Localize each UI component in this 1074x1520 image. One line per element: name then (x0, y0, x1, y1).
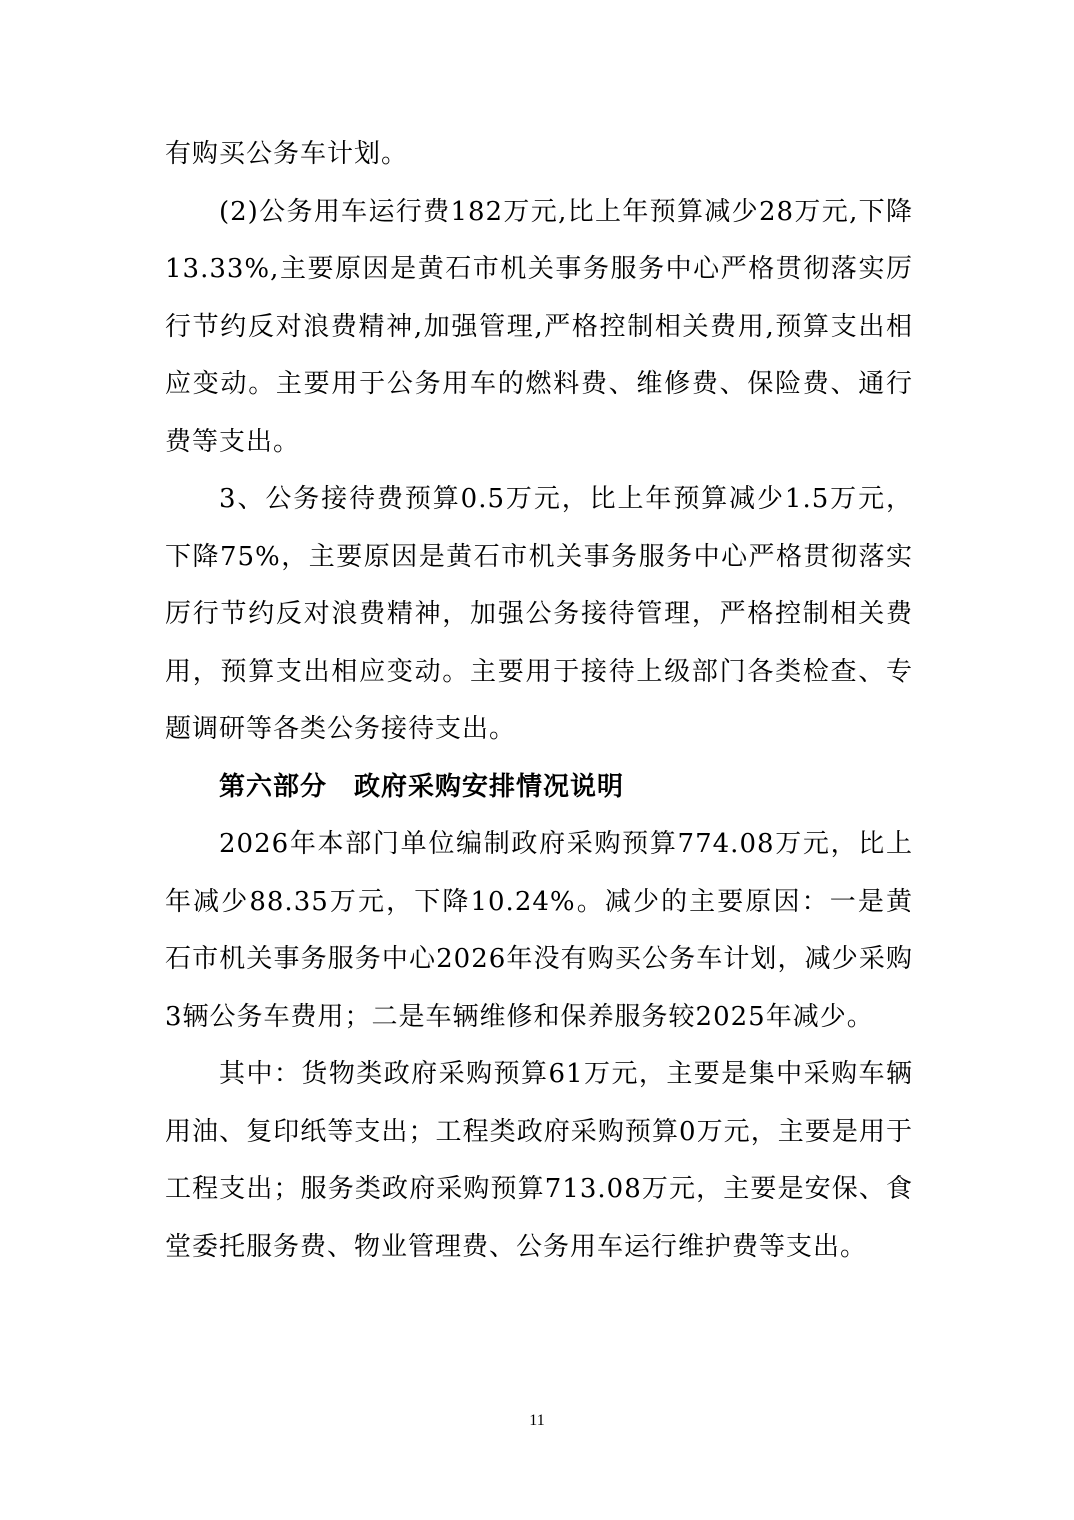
paragraph-procurement-breakdown: 其中：货物类政府采购预算61万元，主要是集中采购车辆用油、复印纸等支出；工程类政府采购预算0万元，主要是用于工程支出；服务类政府采购预算713.08万元，主要是安保、食堂委托服务费、物业管理费、公务用车运行维护费等支出。 (165, 1059, 913, 1262)
paragraph-vehicle-operating-cost: (2)公务用车运行费182万元,比上年预算减少28万元,下降13.33%,主要原因是黄石市机关事务服务中心严格贯彻落实厉行节约反对浪费精神,加强管理,严格控制相关费用,预算支出相应变动。主要用于公务用车的燃料费、维修费、保险费、通行费等支出。 (165, 196, 913, 457)
paragraph-procurement-budget: 2026年本部门单位编制政府采购预算774.08万元，比上年减少88.35万元，下降10.24%。减少的主要原因：一是黄石市机关事务服务中心2026年没有购买公务车计划，减少采购3辆公务车费用；二是车辆维修和保养服务较2025年减少。 (165, 829, 913, 1032)
section-heading: 第六部分 政府采购安排情况说明 (219, 771, 625, 802)
body-text (165, 126, 913, 1276)
paragraph-continuation: 有购买公务车计划。 (165, 139, 409, 169)
paragraph-reception-cost: 3、公务接待费预算0.5万元，比上年预算减少1.5万元，下降75%，主要原因是黄石市机关事务服务中心严格贯彻落实厉行节约反对浪费精神，加强公务接待管理，严格控制相关费用，预算支出相应变动。主要用于接待上级部门各类检查、专题调研等各类公务接待支出。 (165, 484, 913, 744)
page-number: 11 (529, 1412, 545, 1429)
